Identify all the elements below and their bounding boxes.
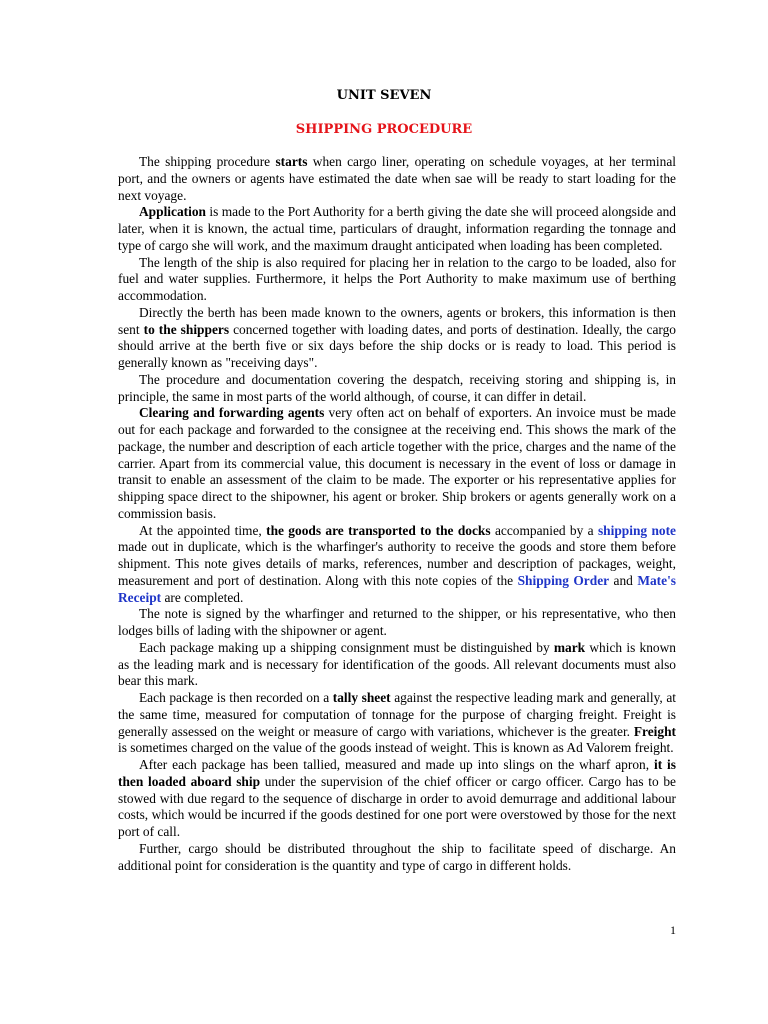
text-run: are completed. bbox=[161, 589, 244, 605]
text-run: under the supervision of the chief officer or cargo officer. Cargo has to be stowed with due regard to the sequence of discharge in order to avoid demurrage and additional labour costs, which would be incurred if the goods destined for one port were overstowed by those for the next port of call. bbox=[118, 773, 676, 839]
text-run: concerned together with loading dates, and ports of destination. Ideally, the cargo should arrive at the berth five or six days before the ship docks or is ready to load. This period is generally known as "receiving days". bbox=[118, 321, 676, 370]
text-run: Further, cargo should be distributed throughout the ship to facilitate speed of discharge. An additional point for consideration is the quantity and type of cargo in different holds. bbox=[118, 840, 676, 873]
text-run: After each package has been tallied, measured and made up into slings on the wharf apron, bbox=[139, 757, 654, 772]
bold-term-application: Application bbox=[139, 204, 206, 220]
paragraph-2 bbox=[118, 204, 676, 254]
text-run: very often act on behalf of exporters. An invoice must be made out for each package and forwarded to the consignee at the receiving end. This shows the mark of the package, the number and description of each article together with the price, charges and the name of the carrier. Apart from its commercial value, this document is necessary in the event of loss or damage in transit to enable an assessment of the claim to be made. The exporter or his representative applies for shipping space direct to the shipowner, his agent or broker. Ship brokers or agents generally work on a commission basis. bbox=[118, 405, 676, 521]
text-run: The procedure and documentation covering the despatch, receiving storing and shipping is, in principle, the same in most parts of the world although, of course, it can differ in detail. bbox=[118, 371, 676, 404]
bold-term-tally-sheet: tally sheet bbox=[332, 690, 391, 705]
bold-term-mark: mark bbox=[553, 639, 586, 655]
paragraph-10 bbox=[118, 690, 676, 757]
text-run: made out in duplicate, which is the wharfinger's authority to receive the goods and store them before shipment. This note gives details of marks, references, number and description of packages, weight, measurement and port of destination. Along with this note copies of the bbox=[118, 539, 676, 588]
paragraph-6 bbox=[118, 405, 676, 522]
text-run: is sometimes charged on the value of the goods instead of weight. This is known as Ad Valorem freight. bbox=[118, 740, 674, 756]
text-run: accompanied by a bbox=[490, 522, 598, 538]
bold-term-goods-transported: the goods are transported to the docks bbox=[266, 522, 491, 538]
paragraph-3 bbox=[118, 255, 676, 305]
text-run: Each package is then recorded on a bbox=[139, 690, 333, 705]
paragraph-8 bbox=[118, 606, 676, 640]
paragraph-11 bbox=[118, 757, 676, 841]
bold-term-to-the-shippers: to the shippers bbox=[143, 321, 230, 337]
bold-term-clearing-agents: Clearing and forwarding agents bbox=[139, 405, 325, 421]
text-run: when cargo liner, operating on schedule voyages, at her terminal port, and the owners or agents have estimated the date when sae will be ready to start loading for the next voyage. bbox=[118, 154, 676, 203]
blue-term-shipping-note: shipping note bbox=[597, 522, 677, 538]
unit-heading: UNIT SEVEN bbox=[336, 88, 432, 103]
paragraph-4 bbox=[118, 305, 676, 372]
text-run: and bbox=[609, 572, 638, 588]
paragraph-12 bbox=[118, 841, 676, 875]
text-run: The length of the ship is also required for placing her in relation to the cargo to be loaded, also for fuel and water supplies. Furthermore, it helps the Port Authority to make maximum use of berthing accommodation. bbox=[118, 254, 676, 303]
paragraph-1 bbox=[118, 154, 676, 204]
blue-term-mates-receipt: Mate's Receipt bbox=[118, 572, 676, 605]
document-body bbox=[118, 154, 676, 874]
text-run: against the respective leading mark and generally, at the same time, measured for computation of tonnage for the purpose of charging freight. Freight is generally assessed on the weight or measure of cargo with variations, whichever is the greater. bbox=[118, 690, 676, 739]
bold-term-loaded-aboard: it is then loaded aboard ship bbox=[118, 757, 676, 789]
text-run: is made to the Port Authority for a berth giving the date she will proceed alongside and later, when it is known, the actual time, particulars of draught, information regarding the tonnage and type of cargo she will work, and the maximum draught anticipated when loading has been completed. bbox=[118, 204, 676, 253]
text-run: The note is signed by the wharfinger and returned to the shipper, or his representative, who then lodges bills of lading with the shipowner or agent. bbox=[118, 606, 676, 638]
text-run: which is known as the leading mark and is necessary for identification of the goods. All relevant documents must also bear this mark. bbox=[118, 639, 676, 689]
paragraph-5 bbox=[118, 372, 676, 406]
bold-term-freight: Freight bbox=[633, 723, 676, 739]
bold-term-starts: starts bbox=[275, 154, 308, 169]
text-run: The shipping procedure bbox=[139, 154, 276, 169]
page-number: 1 bbox=[670, 923, 676, 937]
blue-term-shipping-order: Shipping Order bbox=[517, 572, 610, 588]
text-run: At the appointed time, bbox=[139, 522, 267, 538]
text-run: Directly the berth has been made known to the owners, agents or brokers, this information is then sent bbox=[118, 304, 676, 337]
text-run: Each package making up a shipping consignment must be distinguished by bbox=[139, 639, 554, 655]
document-title: SHIPPING PROCEDURE bbox=[295, 122, 473, 137]
paragraph-9 bbox=[118, 640, 676, 690]
paragraph-7 bbox=[118, 523, 676, 607]
